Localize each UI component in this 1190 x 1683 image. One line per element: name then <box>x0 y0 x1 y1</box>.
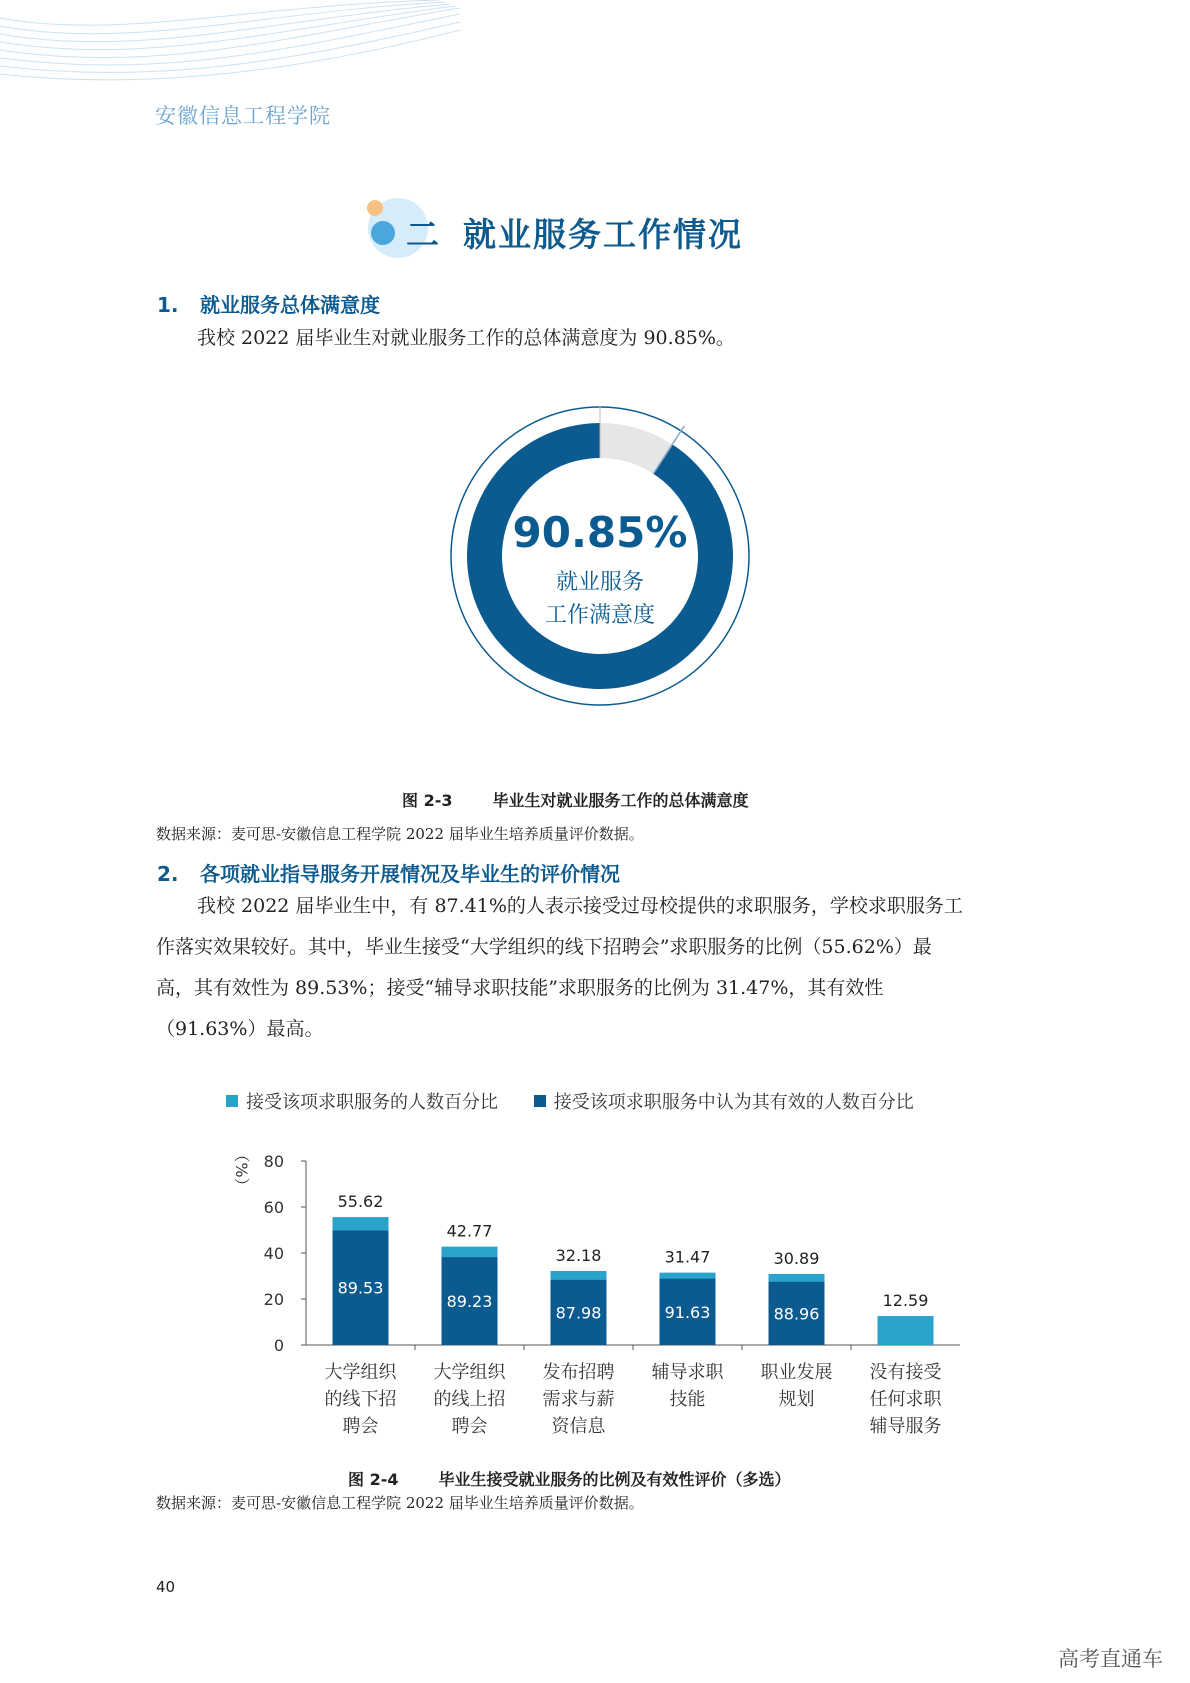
figure-2-3-caption <box>402 788 749 811</box>
x-tick-label: 大学组织 <box>324 1362 397 1383</box>
bar-received <box>878 1316 934 1345</box>
x-tick-label: 资信息 <box>551 1416 606 1437</box>
legend-label-received: 接受该项求职服务的人数百分比 <box>246 1092 498 1113</box>
page-number: 40 <box>156 1578 176 1596</box>
donut-value-label: 90.85% <box>512 508 688 557</box>
subheading-1 <box>157 289 380 318</box>
service-bar-chart <box>200 1140 980 1450</box>
y-tick-label: 20 <box>263 1290 284 1309</box>
figure-2-3-source: 数据来源：麦可思-安徽信息工程学院 2022 届毕业生培养质量评价数据。 <box>156 825 644 843</box>
y-tick-label: 40 <box>263 1244 284 1263</box>
y-tick-label: 60 <box>263 1198 284 1217</box>
section-title-text: 就业服务工作情况 <box>463 215 743 254</box>
x-tick-label: 任何求职 <box>869 1389 942 1410</box>
data-label-effective: 88.96 <box>773 1304 820 1324</box>
x-tick-label: 职业发展 <box>760 1362 833 1383</box>
legend-label-effective: 接受该项求职服务中认为其有效的人数百分比 <box>553 1092 914 1113</box>
y-axis-label: （%） <box>232 1146 251 1194</box>
figure-2-3-number: 图 2-3 <box>402 791 453 810</box>
x-tick-label: 大学组织 <box>433 1362 506 1383</box>
data-label-effective: 91.63 <box>664 1302 711 1322</box>
figure-2-4-caption <box>348 1467 791 1490</box>
paragraph-1: 我校 2022 届毕业生对就业服务工作的总体满意度为 90.85%。 <box>197 327 735 349</box>
x-tick-label: 聘会 <box>342 1416 379 1437</box>
decorative-wave-lines <box>0 0 460 110</box>
watermark: 高考直通车 <box>1058 1647 1163 1671</box>
figure-2-3-title: 毕业生对就业服务工作的总体满意度 <box>492 791 749 810</box>
x-tick-label: 辅导求职 <box>651 1362 724 1383</box>
data-label-effective: 87.98 <box>555 1303 602 1323</box>
data-label-effective: 89.23 <box>446 1292 493 1312</box>
legend-item-effective <box>534 1088 914 1114</box>
x-tick-label: 规划 <box>778 1389 815 1410</box>
figure-2-4-number: 图 2-4 <box>348 1470 399 1489</box>
chart-legend <box>226 1088 944 1114</box>
donut-label-line-1: 就业服务 <box>555 570 644 595</box>
data-label-received: 32.18 <box>555 1245 602 1265</box>
paragraph-2-line-3: 高，其有效性为 89.53%；接受“辅导求职技能”求职服务的比例为 31.47%，其有效性 <box>156 977 884 999</box>
x-tick-label: 的线下招 <box>324 1389 397 1410</box>
school-name-header: 安徽信息工程学院 <box>155 104 331 128</box>
subheading-2-number: 2. <box>157 862 179 886</box>
x-tick-label: 辅导服务 <box>869 1416 942 1437</box>
x-tick-label: 聘会 <box>451 1416 488 1437</box>
paragraph-2 <box>156 886 1036 1050</box>
x-tick-label: 需求与薪 <box>542 1389 615 1410</box>
donut-center-label <box>440 566 760 632</box>
subheading-1-number: 1. <box>157 293 179 317</box>
legend-item-received <box>226 1088 498 1114</box>
y-tick-label: 0 <box>273 1336 284 1355</box>
data-label-received: 31.47 <box>664 1247 711 1267</box>
y-tick-label: 80 <box>263 1152 284 1171</box>
data-label-received: 30.89 <box>773 1248 820 1268</box>
section-number: 二 <box>406 215 441 254</box>
x-tick-label: 技能 <box>669 1389 706 1410</box>
data-label-effective: 89.53 <box>337 1278 384 1298</box>
subheading-2 <box>157 858 620 887</box>
data-label-received: 55.62 <box>337 1192 384 1212</box>
x-tick-label: 的线上招 <box>433 1389 506 1410</box>
data-label-received: 12.59 <box>882 1291 929 1311</box>
paragraph-2-line-4: （91.63%）最高。 <box>156 1018 324 1040</box>
paragraph-2-line-1: 我校 2022 届毕业生中，有 87.41%的人表示接受过母校提供的求职服务，学校求职服务工 <box>197 895 963 917</box>
section-title <box>406 209 743 256</box>
x-tick-label: 发布招聘 <box>542 1362 615 1383</box>
figure-2-4-source: 数据来源：麦可思-安徽信息工程学院 2022 届毕业生培养质量评价数据。 <box>156 1494 644 1512</box>
x-tick-label: 没有接受 <box>869 1362 942 1383</box>
data-label-received: 42.77 <box>446 1221 493 1241</box>
legend-swatch-effective <box>534 1095 546 1107</box>
subheading-1-title: 就业服务总体满意度 <box>200 293 380 317</box>
paragraph-2-line-2: 作落实效果较好。其中，毕业生接受“大学组织的线下招聘会”求职服务的比例（55.62%）最 <box>156 936 932 958</box>
donut-label-line-2: 工作满意度 <box>544 603 655 628</box>
subheading-2-title: 各项就业指导服务开展情况及毕业生的评价情况 <box>200 862 620 886</box>
figure-2-4-title: 毕业生接受就业服务的比例及有效性评价（多选） <box>438 1470 791 1489</box>
legend-swatch-received <box>226 1095 238 1107</box>
